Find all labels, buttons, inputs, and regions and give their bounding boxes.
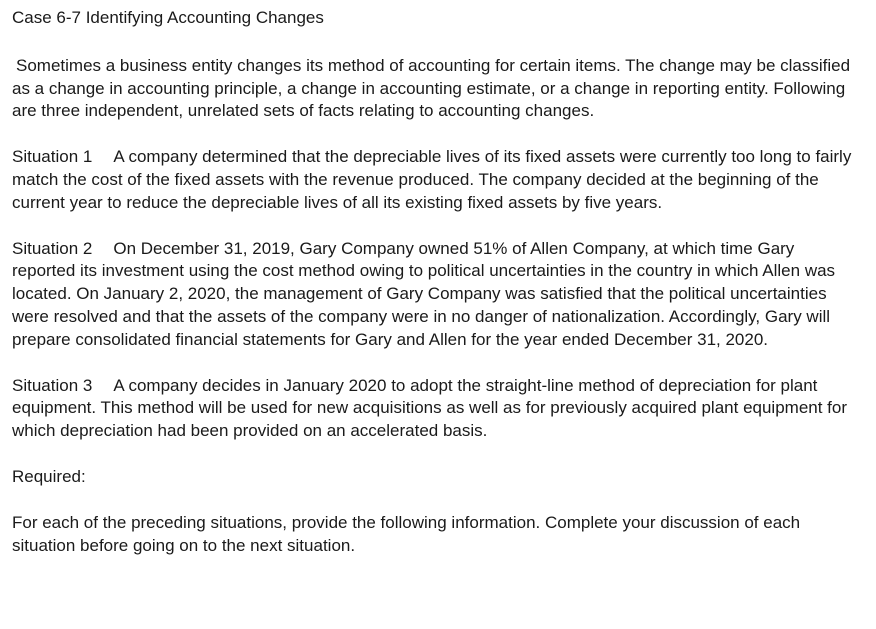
instructions-paragraph: For each of the preceding situations, provide the following information. Complete your discussion of each situation before going on to the next situation. [12, 512, 801, 555]
situation-2-paragraph [12, 238, 862, 352]
situation-3-paragraph [12, 375, 862, 443]
situation-2-label: Situation 2 [12, 238, 93, 258]
document-page [12, 7, 862, 580]
required-label: Required: [12, 466, 86, 486]
intro-paragraph: Sometimes a business entity changes its method of accounting for certain items. The change may be classified as a change in accounting principle, a change in accounting estimate, or a change in reporting entity. Following are three independent, unrelated sets of facts relating to accounting changes. [12, 55, 851, 121]
situation-3-label: Situation 3 [12, 375, 93, 395]
situation-2-text: On December 31, 2019, Gary Company owned 51% of Allen Company, at which time Gary reported its investment using the cost method owing to political uncertainties in the country in which Allen was located. On January 2, 2020, the management of Gary Company was satisfied that the political uncertainties were resolved and that the assets of the company were in no danger of nationalization. Accordingly, Gary will prepare consolidated financial statements for Gary and Allen for the year ended December 31, 2020. [12, 238, 836, 349]
case-title: Case 6-7 Identifying Accounting Changes [12, 8, 324, 27]
situation-1-text: A company determined that the depreciable lives of its fixed assets were currently too long to fairly match the cost of the fixed assets with the revenue produced. The company decided at the beginning of the current year to reduce the depreciable lives of all its existing fixed assets by five years. [12, 147, 852, 212]
situation-1-paragraph [12, 146, 862, 214]
situation-1-label: Situation 1 [12, 147, 93, 167]
situation-3-text: A company decides in January 2020 to adopt the straight-line method of depreciation for plant equipment. This method will be used for new acquisitions as well as for previously acquired plant equipment for which depreciation had been provided on an accelerated basis. [12, 375, 848, 441]
